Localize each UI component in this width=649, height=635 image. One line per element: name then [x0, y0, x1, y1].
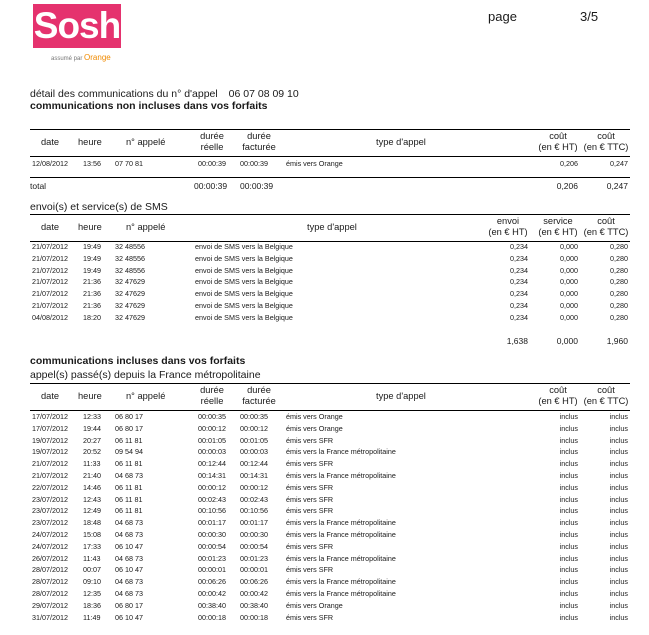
total-envoi: 1,638 — [506, 336, 528, 346]
cell-date: 19/07/2012 — [32, 447, 68, 457]
cell-ttc: inclus — [609, 447, 628, 457]
cell-date: 28/07/2012 — [32, 589, 68, 598]
table-row — [30, 529, 630, 541]
cell-duree: 00:06:26 — [198, 577, 226, 587]
cell-type: émis vers Orange — [286, 412, 343, 421]
table-row — [30, 576, 630, 588]
section2-total — [30, 334, 630, 347]
cell-heure: 12:49 — [83, 506, 101, 516]
cell-ht: inclus — [559, 541, 578, 551]
cell-heure: 09:10 — [83, 577, 101, 587]
cell-type: émis vers Orange — [286, 159, 343, 168]
h-fact1: durée — [247, 131, 271, 141]
cell-ttc: inclus — [609, 423, 628, 433]
cell-envoi: 0,234 — [510, 265, 528, 275]
cell-numero: 32 47629 — [115, 289, 145, 299]
col-cout-ttc — [580, 131, 632, 153]
col-numero: n° appelé — [126, 391, 166, 401]
cell-numero: 06 11 81 — [115, 482, 143, 492]
cell-heure: 12:33 — [83, 412, 101, 421]
col-cout-ht — [530, 131, 586, 153]
page-number: 3/5 — [580, 9, 599, 24]
cell-facturee: 00:00:30 — [240, 530, 268, 539]
cell-type: envoi de SMS vers la Belgique — [195, 242, 293, 251]
col-type: type d'appel — [307, 222, 357, 232]
cell-date: 19/07/2012 — [32, 435, 68, 445]
col-heure: heure — [78, 222, 102, 232]
cell-ht: 0,206 — [560, 159, 578, 168]
cell-date: 21/07/2012 — [32, 459, 68, 469]
section3-title: communications incluses dans vos forfaits — [30, 355, 246, 367]
total-ttc: 1,960 — [606, 336, 628, 346]
cell-heure: 18:36 — [83, 600, 101, 610]
cell-ht: inclus — [559, 412, 578, 421]
table-row — [30, 517, 630, 529]
cell-numero: 07 70 81 — [115, 159, 143, 168]
cell-date: 21/07/2012 — [32, 253, 68, 263]
cell-date: 26/07/2012 — [32, 553, 68, 563]
cell-duree: 00:02:43 — [198, 494, 226, 504]
cell-type: émis vers la France métropolitaine — [286, 553, 396, 563]
cell-heure: 19:49 — [83, 242, 101, 251]
cell-facturee: 00:00:35 — [240, 412, 268, 421]
cell-numero: 32 48556 — [115, 253, 145, 263]
cell-heure: 14:46 — [83, 482, 101, 492]
cell-numero: 06 80 17 — [115, 600, 143, 610]
cell-ht: inclus — [559, 435, 578, 445]
cell-duree: 00:38:40 — [198, 600, 226, 610]
cell-ttc: inclus — [609, 553, 628, 563]
cell-service: 0,000 — [560, 265, 578, 275]
h-ht2: (en € HT) — [538, 396, 578, 406]
cell-facturee: 00:00:12 — [240, 423, 268, 433]
cell-heure: 17:33 — [83, 541, 101, 551]
cell-ttc: 0,280 — [610, 242, 628, 251]
cell-duree: 00:12:44 — [198, 459, 226, 469]
cell-duree: 00:01:23 — [198, 553, 226, 563]
cell-heure: 21:40 — [83, 471, 101, 480]
col-duree-facturee — [234, 385, 284, 407]
cell-numero: 04 68 73 — [115, 518, 143, 528]
cell-ht: inclus — [559, 423, 578, 433]
cell-date: 21/07/2012 — [32, 471, 68, 480]
cell-ttc: inclus — [609, 459, 628, 469]
table-row — [30, 588, 630, 600]
col-date: date — [41, 137, 60, 147]
total-ht: 0,206 — [556, 181, 578, 191]
cell-numero: 04 68 73 — [115, 471, 143, 480]
cell-heure: 21:36 — [83, 289, 101, 299]
cell-facturee: 00:00:54 — [240, 541, 268, 551]
table-row — [30, 458, 630, 470]
col-duree-facturee — [234, 131, 284, 153]
cell-ttc: inclus — [609, 471, 628, 480]
h-duree1: durée — [200, 131, 224, 141]
cell-duree: 00:01:05 — [198, 435, 226, 445]
h-duree2: réelle — [200, 142, 224, 152]
h-ttc2: (en € TTC) — [583, 396, 629, 406]
cell-ttc: 0,280 — [610, 301, 628, 310]
col-heure: heure — [78, 137, 102, 147]
table-row — [30, 300, 630, 312]
cell-envoi: 0,234 — [510, 312, 528, 322]
h-ht1: coût — [549, 385, 567, 395]
cell-ht: inclus — [559, 482, 578, 492]
cell-ht: inclus — [559, 518, 578, 528]
cell-numero: 32 47629 — [115, 277, 145, 287]
cell-type: émis vers SFR — [286, 482, 334, 492]
col-cout-ttc — [580, 216, 632, 238]
cell-date: 21/07/2012 — [32, 289, 68, 299]
table-row — [30, 288, 630, 300]
cell-numero: 32 47629 — [115, 312, 145, 322]
table-row — [30, 435, 630, 447]
cell-service: 0,000 — [560, 242, 578, 251]
cell-date: 21/07/2012 — [32, 301, 68, 310]
cell-numero: 04 68 73 — [115, 577, 143, 587]
cell-facturee: 00:38:40 — [240, 600, 268, 610]
sosh-logo: Sosh — [33, 5, 121, 46]
cell-ttc: inclus — [609, 612, 628, 622]
cell-ht: inclus — [559, 459, 578, 469]
col-cout-ht — [530, 385, 586, 407]
col-duree-reelle — [190, 131, 234, 153]
cell-envoi: 0,234 — [510, 301, 528, 310]
col-date: date — [41, 391, 60, 401]
h-envoi1: envoi — [496, 216, 520, 226]
cell-facturee: 00:00:18 — [240, 612, 268, 622]
cell-heure: 11:43 — [83, 553, 101, 563]
cell-numero: 06 10 47 — [115, 612, 143, 622]
cell-date: 21/07/2012 — [32, 277, 68, 287]
cell-ht: inclus — [559, 565, 578, 575]
cell-ttc: 0,280 — [610, 253, 628, 263]
cell-type: émis vers SFR — [286, 541, 334, 551]
cell-ttc: inclus — [609, 541, 628, 551]
cell-duree: 00:00:42 — [198, 589, 226, 598]
cell-type: émis vers la France métropolitaine — [286, 530, 396, 539]
cell-ttc: inclus — [609, 600, 628, 610]
detail-phone-number: 06 07 08 09 10 — [228, 88, 299, 100]
cell-type: émis vers SFR — [286, 459, 334, 469]
h-fact1: durée — [247, 385, 271, 395]
cell-heure: 18:48 — [83, 518, 101, 528]
cell-numero: 06 11 81 — [115, 506, 143, 516]
tagline-brand: Orange — [84, 53, 111, 62]
cell-ht: inclus — [559, 530, 578, 539]
cell-date: 21/07/2012 — [32, 265, 68, 275]
cell-facturee: 00:10:56 — [240, 506, 268, 516]
cell-date: 24/07/2012 — [32, 530, 68, 539]
col-envoi — [480, 216, 536, 238]
cell-ttc: inclus — [609, 530, 628, 539]
col-duree-reelle — [190, 385, 234, 407]
col-date: date — [41, 222, 60, 232]
detail-title — [30, 88, 299, 100]
cell-envoi: 0,234 — [510, 289, 528, 299]
table-row — [30, 505, 630, 517]
table-row — [30, 553, 630, 565]
table-row — [30, 494, 630, 506]
cell-numero: 06 10 47 — [115, 541, 143, 551]
cell-ttc: 0,280 — [610, 289, 628, 299]
cell-duree: 00:00:01 — [198, 565, 226, 575]
cell-numero: 04 68 73 — [115, 553, 143, 563]
cell-type: émis vers SFR — [286, 494, 334, 504]
table-row — [30, 482, 630, 494]
h-ht1: coût — [549, 131, 567, 141]
cell-numero: 06 11 81 — [115, 459, 143, 469]
cell-type: envoi de SMS vers la Belgique — [195, 253, 293, 263]
cell-date: 12/08/2012 — [32, 159, 68, 168]
cell-service: 0,000 — [560, 277, 578, 287]
cell-ttc: inclus — [609, 577, 628, 587]
cell-heure: 00:07 — [83, 565, 101, 575]
h-ttc1: coût — [597, 131, 615, 141]
detail-title-text: détail des communications du n° d'appel — [30, 88, 218, 100]
cell-ht: inclus — [559, 506, 578, 516]
cell-type: envoi de SMS vers la Belgique — [195, 265, 293, 275]
cell-date: 17/07/2012 — [32, 412, 68, 421]
cell-type: émis vers SFR — [286, 506, 334, 516]
table-row — [30, 541, 630, 553]
table-row — [30, 470, 630, 482]
cell-ttc: inclus — [609, 565, 628, 575]
cell-type: envoi de SMS vers la Belgique — [195, 277, 293, 287]
h-ttc1: coût — [597, 216, 615, 226]
cell-numero: 32 48556 — [115, 242, 145, 251]
cell-numero: 32 48556 — [115, 265, 145, 275]
h-service2: (en € HT) — [538, 227, 578, 237]
cell-type: émis vers la France métropolitaine — [286, 518, 396, 528]
cell-service: 0,000 — [560, 289, 578, 299]
cell-numero: 04 68 73 — [115, 589, 143, 598]
cell-ht: inclus — [559, 612, 578, 622]
cell-date: 22/07/2012 — [32, 482, 68, 492]
cell-ttc: 0,247 — [610, 159, 628, 168]
cell-ttc: inclus — [609, 435, 628, 445]
cell-facturee: 00:12:44 — [240, 459, 268, 469]
cell-envoi: 0,234 — [510, 253, 528, 263]
h-ttc2: (en € TTC) — [583, 227, 629, 237]
cell-duree: 00:00:39 — [198, 159, 226, 168]
cell-ttc: inclus — [609, 482, 628, 492]
cell-heure: 15:08 — [83, 530, 101, 539]
section2-title: envoi(s) et service(s) de SMS — [30, 201, 168, 213]
cell-ht: inclus — [559, 577, 578, 587]
cell-ht: inclus — [559, 471, 578, 480]
cell-type: envoi de SMS vers la Belgique — [195, 301, 293, 310]
col-numero: n° appelé — [126, 222, 166, 232]
total-facturee: 00:00:39 — [240, 181, 274, 191]
section3-subtitle: appel(s) passé(s) depuis la France métropolitaine — [30, 369, 261, 381]
section3-header — [30, 383, 630, 411]
cell-date: 31/07/2012 — [32, 612, 68, 622]
cell-facturee: 00:00:42 — [240, 589, 268, 598]
cell-ht: inclus — [559, 494, 578, 504]
cell-ht: inclus — [559, 589, 578, 598]
h-ht2: (en € HT) — [538, 142, 578, 152]
cell-numero: 06 11 81 — [115, 494, 143, 504]
tagline-prefix: assumé par — [51, 56, 83, 62]
cell-service: 0,000 — [560, 301, 578, 310]
cell-ttc: inclus — [609, 506, 628, 516]
table-row — [30, 312, 630, 324]
cell-ttc: 0,280 — [610, 312, 628, 322]
cell-ttc: inclus — [609, 412, 628, 421]
cell-facturee: 00:14:31 — [240, 471, 268, 480]
total-label: total — [30, 181, 47, 191]
table-row — [30, 423, 630, 435]
section1-title: communications non incluses dans vos forfaits — [30, 100, 268, 112]
table-row — [30, 411, 630, 423]
h-service1: service — [543, 216, 573, 226]
cell-heure: 19:49 — [83, 253, 101, 263]
cell-heure: 19:44 — [83, 423, 101, 433]
cell-date: 28/07/2012 — [32, 577, 68, 587]
cell-date: 04/08/2012 — [32, 312, 68, 322]
cell-date: 28/07/2012 — [32, 565, 68, 575]
total-duree: 00:00:39 — [194, 181, 228, 191]
cell-facturee: 00:06:26 — [240, 577, 268, 587]
cell-facturee: 00:02:43 — [240, 494, 268, 504]
cell-numero: 06 10 47 — [115, 565, 143, 575]
h-ttc1: coût — [597, 385, 615, 395]
table-row — [30, 241, 630, 253]
cell-facturee: 00:01:23 — [240, 553, 268, 563]
cell-duree: 00:00:18 — [198, 612, 226, 622]
h-fact2: facturée — [242, 396, 276, 406]
cell-date: 23/07/2012 — [32, 494, 68, 504]
cell-duree: 00:00:12 — [198, 423, 226, 433]
cell-numero: 06 80 17 — [115, 423, 143, 433]
cell-service: 0,000 — [560, 253, 578, 263]
cell-facturee: 00:00:01 — [240, 565, 268, 575]
cell-numero: 09 54 94 — [115, 447, 143, 457]
cell-ttc: inclus — [609, 589, 628, 598]
cell-type: émis vers la France métropolitaine — [286, 577, 396, 587]
cell-facturee: 00:00:39 — [240, 159, 268, 168]
cell-duree: 00:14:31 — [198, 471, 226, 480]
cell-date: 24/07/2012 — [32, 541, 68, 551]
cell-type: envoi de SMS vers la Belgique — [195, 289, 293, 299]
cell-heure: 11:33 — [83, 459, 101, 469]
cell-facturee: 00:00:03 — [240, 447, 268, 457]
cell-duree: 00:00:30 — [198, 530, 226, 539]
cell-ttc: 0,280 — [610, 277, 628, 287]
total-service: 0,000 — [556, 336, 578, 346]
col-type: type d'appel — [376, 391, 426, 401]
cell-numero: 04 68 73 — [115, 530, 143, 539]
cell-service: 0,000 — [560, 312, 578, 322]
cell-duree: 00:00:03 — [198, 447, 226, 457]
cell-date: 23/07/2012 — [32, 518, 68, 528]
h-duree1: durée — [200, 385, 224, 395]
cell-date: 23/07/2012 — [32, 506, 68, 516]
cell-type: émis vers Orange — [286, 423, 343, 433]
cell-envoi: 0,234 — [510, 277, 528, 287]
cell-duree: 00:01:17 — [198, 518, 226, 528]
cell-facturee: 00:01:17 — [240, 518, 268, 528]
cell-type: émis vers la France métropolitaine — [286, 447, 396, 457]
h-duree2: réelle — [200, 396, 224, 406]
section1-header — [30, 129, 630, 157]
cell-duree: 00:00:12 — [198, 482, 226, 492]
cell-numero: 06 11 81 — [115, 435, 143, 445]
cell-duree: 00:10:56 — [198, 506, 226, 516]
cell-date: 21/07/2012 — [32, 242, 68, 251]
h-ttc2: (en € TTC) — [583, 142, 629, 152]
cell-duree: 00:00:35 — [198, 412, 226, 421]
col-service — [530, 216, 586, 238]
table-row — [30, 158, 630, 170]
cell-heure: 18:20 — [83, 312, 101, 322]
cell-ht: inclus — [559, 600, 578, 610]
cell-ttc: inclus — [609, 494, 628, 504]
cell-date: 17/07/2012 — [32, 423, 68, 433]
cell-numero: 32 47629 — [115, 301, 145, 310]
table-row — [30, 253, 630, 265]
col-numero: n° appelé — [126, 137, 166, 147]
table-row — [30, 564, 630, 576]
cell-ht: inclus — [559, 447, 578, 457]
cell-heure: 12:35 — [83, 589, 101, 598]
col-type: type d'appel — [376, 137, 426, 147]
cell-type: émis vers la France métropolitaine — [286, 471, 396, 480]
logo-tagline — [51, 53, 111, 62]
cell-facturee: 00:01:05 — [240, 435, 268, 445]
cell-heure: 20:27 — [83, 435, 101, 445]
section2-header — [30, 214, 630, 242]
cell-type: émis vers SFR — [286, 565, 334, 575]
table-row — [30, 446, 630, 458]
h-envoi2: (en € HT) — [488, 227, 528, 237]
cell-ttc: 0,280 — [610, 265, 628, 275]
section1-total — [30, 177, 630, 191]
cell-type: émis vers SFR — [286, 435, 334, 445]
cell-type: émis vers Orange — [286, 600, 343, 610]
cell-ht: inclus — [559, 553, 578, 563]
page-label: page — [488, 9, 517, 24]
cell-type: envoi de SMS vers la Belgique — [195, 312, 293, 322]
cell-facturee: 00:00:12 — [240, 482, 268, 492]
h-fact2: facturée — [242, 142, 276, 152]
col-heure: heure — [78, 391, 102, 401]
table-row — [30, 600, 630, 612]
cell-heure: 20:52 — [83, 447, 101, 457]
table-row — [30, 265, 630, 277]
cell-numero: 06 80 17 — [115, 412, 143, 421]
cell-heure: 19:49 — [83, 265, 101, 275]
cell-heure: 21:36 — [83, 277, 101, 287]
table-row — [30, 612, 630, 624]
cell-heure: 12:43 — [83, 494, 101, 504]
cell-heure: 13:56 — [83, 159, 101, 168]
cell-duree: 00:00:54 — [198, 541, 226, 551]
cell-date: 29/07/2012 — [32, 600, 68, 610]
cell-ttc: inclus — [609, 518, 628, 528]
col-cout-ttc — [580, 385, 632, 407]
cell-type: émis vers SFR — [286, 612, 334, 622]
cell-type: émis vers la France métropolitaine — [286, 589, 396, 598]
table-row — [30, 276, 630, 288]
cell-heure: 11:49 — [83, 612, 101, 622]
total-ttc: 0,247 — [606, 181, 628, 191]
cell-heure: 21:36 — [83, 301, 101, 310]
cell-envoi: 0,234 — [510, 242, 528, 251]
